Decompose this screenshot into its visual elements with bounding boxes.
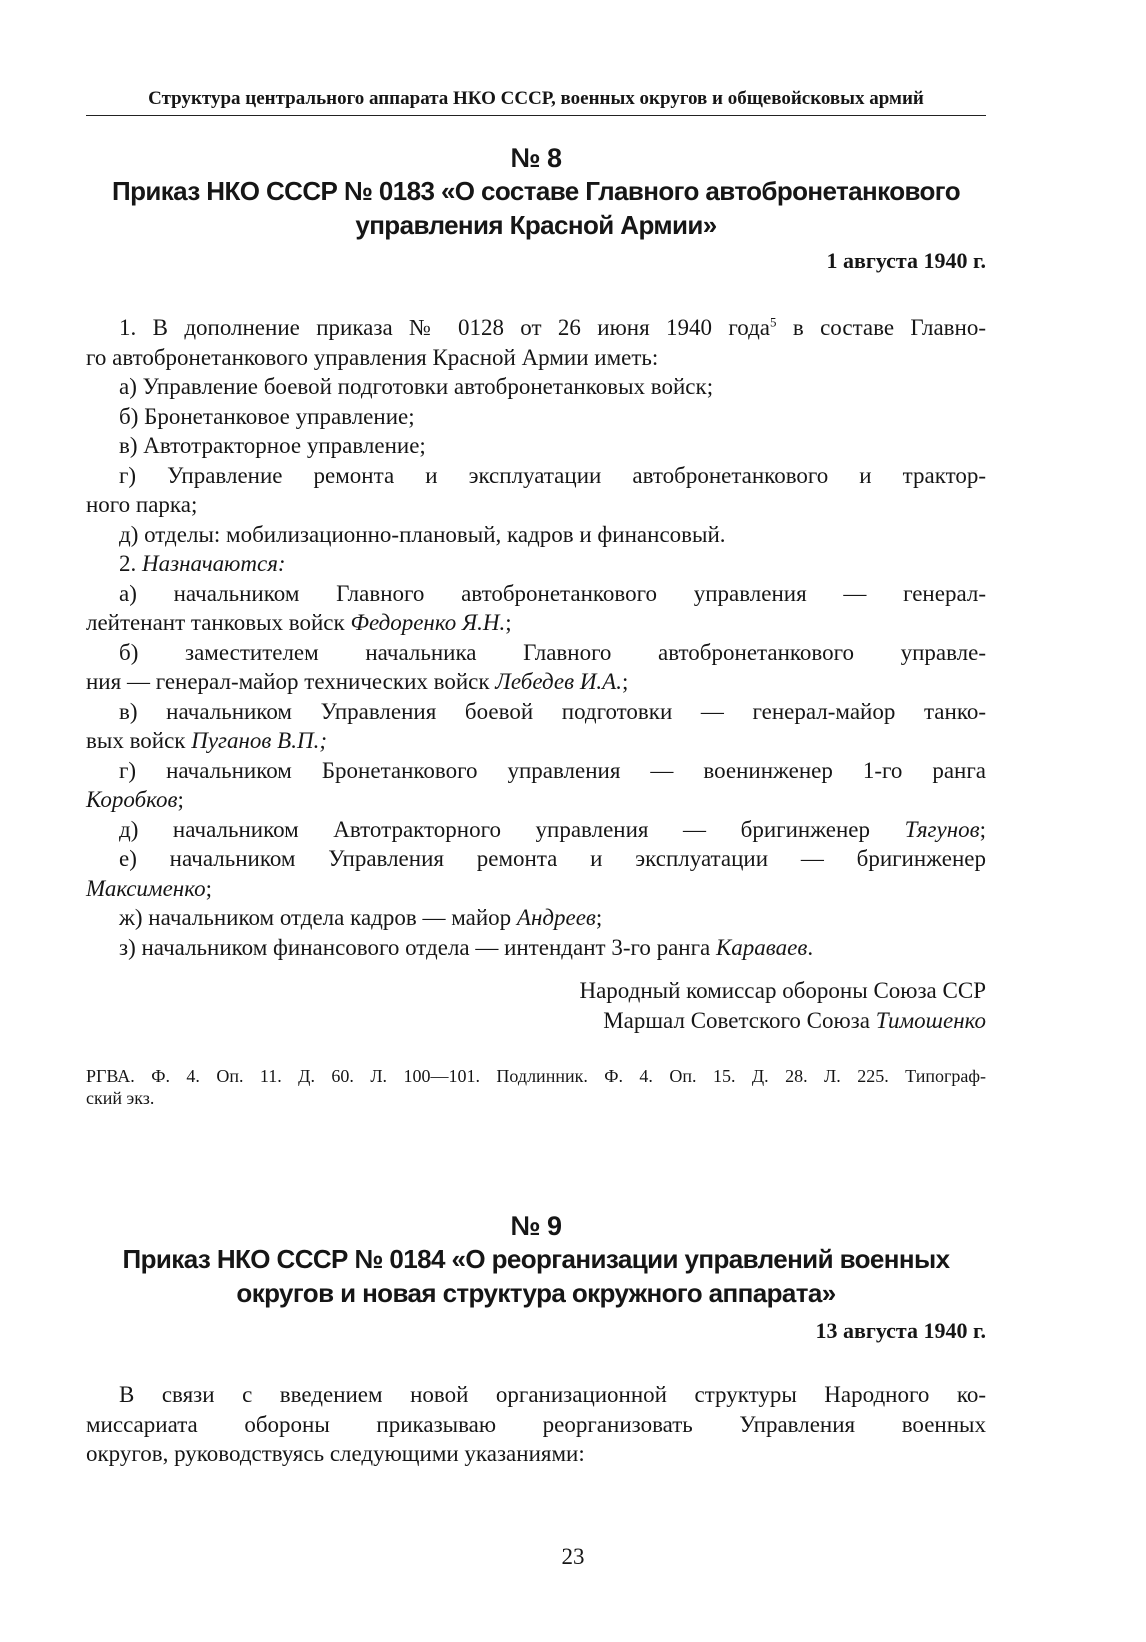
appt-z-name: Караваев [716, 934, 808, 960]
doc8-source [86, 1065, 986, 1109]
appt-g-line1: г) начальником Бронетанкового управления — военинженер 1-го ранга [119, 757, 986, 783]
doc8-signature [86, 976, 986, 1035]
footnote-marker[interactable]: 5 [770, 314, 777, 330]
appt-v-line2 [86, 726, 986, 756]
appt-a-line1: а) начальником Главного автобронетанкового управления — генерал- [119, 580, 986, 606]
appt-d-end: ; [979, 816, 986, 842]
appt-e-line2 [86, 874, 986, 904]
source-line2: ский экз. [86, 1088, 155, 1108]
doc9-number: № 9 [510, 1211, 562, 1241]
appt-a-name: Федоренко Я.Н. [350, 610, 506, 635]
appt-z [86, 933, 986, 963]
appt-z-end: . [807, 934, 814, 960]
doc8-item-g-line1: г) Управление ремонта и эксплуатации автобронетанкового и трактор- [119, 462, 986, 488]
signature-name: Тимошенко [875, 1007, 986, 1033]
doc9-date: 13 августа 1940 г. [815, 1318, 986, 1343]
doc8-item-v: в) Автотракторное управление; [119, 433, 426, 458]
appt-e-name: Максименко [86, 875, 206, 901]
doc8-title-line2: управления Красной Армии» [355, 210, 717, 240]
doc8-title-line1: Приказ НКО СССР № 0183 «О составе Главного автобронетанкового [112, 176, 960, 206]
appt-g-line2 [86, 785, 986, 815]
appt-v-line1: в) начальником Управления боевой подготовки — генерал-майор танко- [119, 698, 986, 724]
doc9-p-line1: В связи с введением новой организационной структуры Народного ко- [119, 1382, 986, 1407]
signature-rank: Маршал Советского Союза [603, 1007, 876, 1033]
appt-b-line1: б) заместителем начальника Главного автобронетанкового управле- [119, 639, 986, 665]
appt-g-name: Коробков [86, 787, 178, 812]
source-line1: РГВА. Ф. 4. Оп. 11. Д. 60. Л. 100—101. Подлинник. Ф. 4. Оп. 15. Д. 28. Л. 225. Типограф- [86, 1066, 986, 1086]
doc8-p1-line1 [86, 313, 986, 343]
appt-a-end: ; [505, 610, 512, 635]
doc9-title-line1: Приказ НКО СССР № 0184 «О реорганизации управлений военных [122, 1244, 950, 1274]
doc9-header [86, 1210, 986, 1344]
doc8-p2-label: Назначаются: [142, 551, 286, 576]
appt-b-line2 [86, 667, 986, 697]
doc8-date: 1 августа 1940 г. [826, 248, 986, 273]
signature-line1: Народный комиссар обороны Союза ССР [579, 978, 986, 1003]
doc9-body [86, 1380, 986, 1469]
doc8-item-b: б) Бронетанковое управление; [119, 403, 415, 429]
appt-a-text: лейтенант танковых войск [86, 610, 351, 635]
doc9-p-line3: округов, руководствуясь следующими указаниями: [86, 1441, 585, 1466]
appt-g-end: ; [177, 787, 184, 812]
appt-d [86, 815, 986, 845]
doc8-p1-text: 1. В дополнение приказа № 0128 от 26 июня 1940 года [119, 315, 770, 340]
doc8-p2-num: 2. [119, 551, 142, 576]
appt-b-text: ния — генерал-майор технических войск [86, 669, 496, 694]
running-head: Структура центрального аппарата НКО СССР, военных округов и общевойсковых армий [86, 88, 986, 116]
doc8-number: № 8 [510, 143, 562, 173]
appt-v-text: вых войск [86, 728, 192, 753]
appt-d-text: д) начальником Автотракторного управления — бригинженер [119, 816, 905, 842]
appt-d-name: Тягунов [904, 816, 980, 842]
page-number: 23 [561, 1544, 585, 1569]
appt-z-text: з) начальником финансового отдела — интендант 3-го ранга [119, 934, 717, 960]
doc8-item-g-line2: ного парка; [86, 492, 198, 517]
appt-b-name: Лебедев И.А. [495, 669, 622, 694]
appt-v-name: Пуганов В.П.; [191, 728, 327, 753]
appt-a-line2 [86, 608, 986, 638]
doc8-p1-line2: го автобронетанкового управления Красной Армии иметь: [86, 344, 659, 370]
appt-zh [86, 903, 986, 933]
appt-e-line1: е) начальником Управления ремонта и эксплуатации — бригинженер [119, 846, 986, 871]
doc8-header [86, 142, 986, 274]
doc8-p1-text-end: в составе Главно- [776, 315, 986, 340]
signature-line2 [86, 1006, 986, 1036]
doc8-body [86, 313, 986, 962]
appt-b-end: ; [621, 669, 629, 694]
appt-zh-text: ж) начальником отдела кадров — майор [119, 905, 517, 930]
doc8-item-a: а) Управление боевой подготовки автобронетанковых войск; [119, 374, 714, 399]
doc9-title-line2: округов и новая структура окружного аппарата» [236, 1278, 836, 1308]
appt-e-end: ; [205, 875, 212, 901]
doc8-p2-heading [86, 549, 986, 579]
doc8-item-d: д) отделы: мобилизационно-плановый, кадров и финансовый. [119, 521, 726, 547]
appt-zh-end: ; [595, 905, 603, 930]
appt-zh-name: Андреев [516, 905, 596, 930]
doc9-p-line2: миссариата обороны приказываю реорганизовать Управления военных [86, 1411, 986, 1437]
